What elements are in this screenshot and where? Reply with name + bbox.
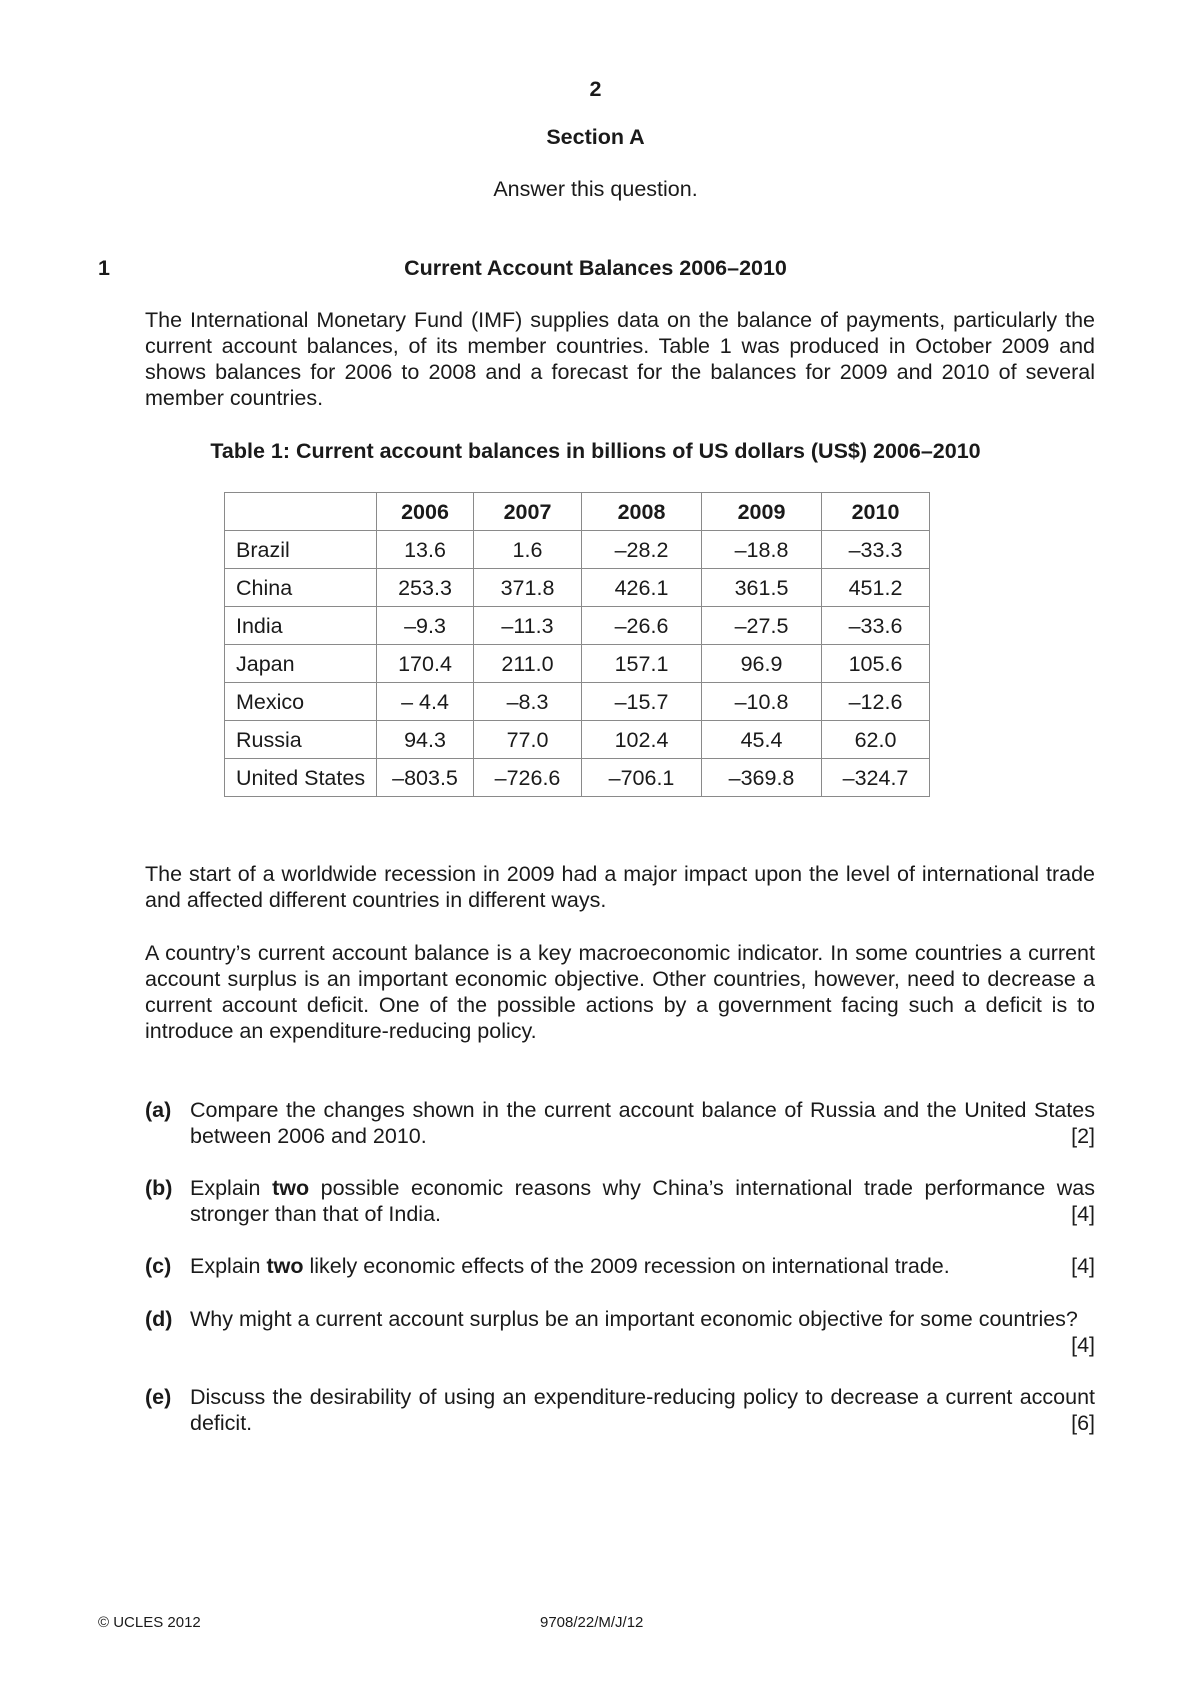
table-row <box>225 645 930 683</box>
table-header-blank <box>225 493 377 531</box>
value-cell: 13.6 <box>377 531 474 569</box>
footer-copyright: © UCLES 2012 <box>98 1614 201 1631</box>
table-row <box>225 531 930 569</box>
sub-question-d <box>145 1306 1095 1358</box>
value-cell: 102.4 <box>582 721 702 759</box>
value-cell: –10.8 <box>702 683 822 721</box>
sub-question-text: Explain <box>190 1176 273 1200</box>
recession-paragraph: The start of a worldwide recession in 2009 had a major impact upon the level of international trade and affected different countries in different ways. <box>145 862 1095 912</box>
value-cell: –26.6 <box>582 607 702 645</box>
value-cell: 105.6 <box>822 645 930 683</box>
sub-question-text: Compare the changes shown in the current account balance of Russia and the United States between 2006 and 2010. <box>190 1098 1095 1148</box>
question-title: Current Account Balances 2006–2010 <box>404 256 787 280</box>
value-cell: –12.6 <box>822 683 930 721</box>
country-cell: Russia <box>225 721 377 759</box>
table-row <box>225 607 930 645</box>
value-cell: 94.3 <box>377 721 474 759</box>
value-cell: –18.8 <box>702 531 822 569</box>
sub-question-c <box>145 1253 1095 1279</box>
value-cell: –369.8 <box>702 759 822 797</box>
value-cell: 1.6 <box>474 531 582 569</box>
value-cell: 253.3 <box>377 569 474 607</box>
value-cell: 371.8 <box>474 569 582 607</box>
intro-paragraph: The International Monetary Fund (IMF) supplies data on the balance of payments, particularly the current account balances, of its member countries. Table 1 was produced in October 2009 and shows balances for 2006 to 2008 and a forecast for the balances for 2009 and 2010 of several member countries. <box>145 308 1095 410</box>
value-cell: – 4.4 <box>377 683 474 721</box>
value-cell: –324.7 <box>822 759 930 797</box>
country-cell: Mexico <box>225 683 377 721</box>
country-cell: Brazil <box>225 531 377 569</box>
sub-question-text: Why might a current account surplus be an important economic objective for some countries? <box>190 1307 1078 1331</box>
sub-question-letter: (d) <box>145 1307 173 1331</box>
value-cell: 62.0 <box>822 721 930 759</box>
sub-question-text: Discuss the desirability of using an expenditure-reducing policy to decrease a current account deficit. <box>190 1385 1095 1435</box>
country-cell: India <box>225 607 377 645</box>
table-header-year: 2009 <box>702 493 822 531</box>
value-cell: –11.3 <box>474 607 582 645</box>
sub-question-text: possible economic reasons why China’s international trade performance was stronger than that of India. <box>190 1176 1095 1226</box>
value-cell: –27.5 <box>702 607 822 645</box>
table-header-year: 2006 <box>377 493 474 531</box>
country-cell: China <box>225 569 377 607</box>
value-cell: –33.3 <box>822 531 930 569</box>
question-number: 1 <box>98 256 110 280</box>
value-cell: 361.5 <box>702 569 822 607</box>
sub-question-a <box>145 1097 1095 1149</box>
table-header-row <box>225 493 930 531</box>
value-cell: 426.1 <box>582 569 702 607</box>
table-header-year: 2008 <box>582 493 702 531</box>
value-cell: –15.7 <box>582 683 702 721</box>
sub-question-e <box>145 1384 1095 1436</box>
country-cell: United States <box>225 759 377 797</box>
table-header-year: 2010 <box>822 493 930 531</box>
section-title: Section A <box>546 125 645 149</box>
table-row <box>225 683 930 721</box>
value-cell: –28.2 <box>582 531 702 569</box>
value-cell: 170.4 <box>377 645 474 683</box>
value-cell: 211.0 <box>474 645 582 683</box>
footer-paper-code: 9708/22/M/J/12 <box>540 1614 644 1631</box>
sub-question-letter: (c) <box>145 1254 172 1278</box>
marks-label: [4] <box>1071 1254 1095 1278</box>
sub-question-b <box>145 1175 1095 1227</box>
value-cell: 451.2 <box>822 569 930 607</box>
value-cell: 157.1 <box>582 645 702 683</box>
table-row <box>225 721 930 759</box>
sub-question-letter: (e) <box>145 1385 172 1409</box>
instruction: Answer this question. <box>493 177 698 201</box>
value-cell: 45.4 <box>702 721 822 759</box>
marks-label: [4] <box>1071 1202 1095 1226</box>
table-row <box>225 759 930 797</box>
marks-label: [4] <box>1071 1333 1095 1357</box>
sub-question-letter: (b) <box>145 1176 173 1200</box>
country-cell: Japan <box>225 645 377 683</box>
indicator-paragraph: A country’s current account balance is a key macroeconomic indicator. In some countries a current account surplus is an important economic objective. Other countries, however, need to decrease a current account deficit. One of the possible actions by a government facing such a deficit is to introduce an expenditure-reducing policy. <box>145 941 1095 1043</box>
marks-label: [2] <box>1071 1124 1095 1148</box>
value-cell: 77.0 <box>474 721 582 759</box>
value-cell: –803.5 <box>377 759 474 797</box>
table-header-year: 2007 <box>474 493 582 531</box>
value-cell: –33.6 <box>822 607 930 645</box>
page-number: 2 <box>589 77 602 101</box>
value-cell: –706.1 <box>582 759 702 797</box>
value-cell: –726.6 <box>474 759 582 797</box>
value-cell: –8.3 <box>474 683 582 721</box>
marks-label: [6] <box>1071 1411 1095 1435</box>
balances-table <box>224 492 930 797</box>
sub-question-letter: (a) <box>145 1098 172 1122</box>
value-cell: –9.3 <box>377 607 474 645</box>
sub-question-text: Explain <box>190 1254 267 1278</box>
table-row <box>225 569 930 607</box>
emphasis-word: two <box>266 1254 304 1278</box>
emphasis-word: two <box>272 1176 310 1200</box>
table-caption: Table 1: Current account balances in billions of US dollars (US$) 2006–2010 <box>210 439 981 463</box>
value-cell: 96.9 <box>702 645 822 683</box>
sub-question-text: likely economic effects of the 2009 recession on international trade. <box>303 1254 950 1278</box>
